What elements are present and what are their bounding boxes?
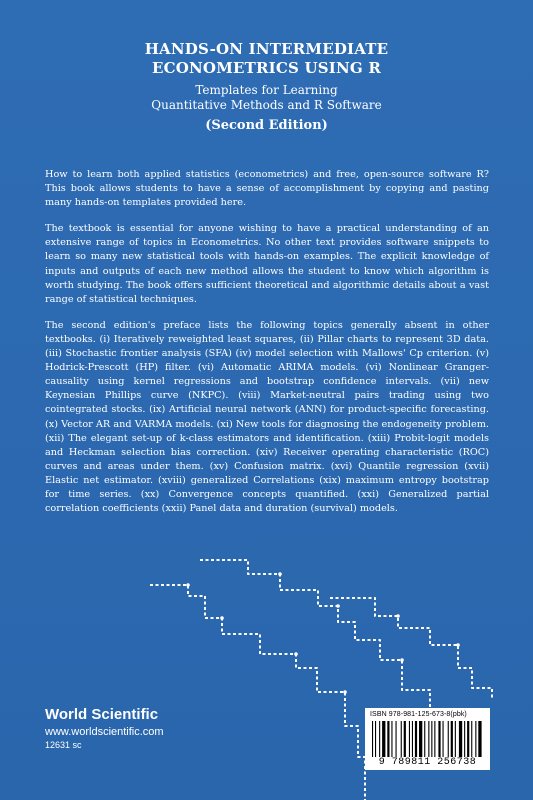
line-dot bbox=[220, 616, 224, 620]
barcode-image bbox=[370, 721, 485, 757]
line-dot bbox=[278, 572, 282, 576]
subtitle-line-2: Quantitative Methods and R Software bbox=[151, 98, 382, 112]
line-dot bbox=[186, 583, 190, 587]
title-line-1: HANDS-ON INTERMEDIATE bbox=[144, 40, 389, 58]
description-paragraph-1: How to learn both applied statistics (econometrics) and free, open-source software R? This book allows students to have a sense of accomplishment by copying and pasting many hands-on templates provided here. bbox=[45, 169, 489, 209]
description-paragraph-2: The textbook is essential for anyone wishing to have a practical understanding of an extensive range of topics in Econometrics. No other text provides software snippets to learn so many new statistical tools with hands-on examples. The explicit knowledge of inputs and outputs of each new method allows the student to know which algorithm is worth studying. The book offers sufficient theoretical and algorithmic details about a vast range of statistical techniques. bbox=[45, 223, 489, 305]
publisher-block bbox=[45, 706, 265, 750]
stepped-line-3 bbox=[330, 598, 492, 700]
line-dot bbox=[400, 658, 404, 662]
line-dot bbox=[343, 690, 347, 694]
description-paragraph-3: The second edition's preface lists the following topics generally absent in other textbooks. (i) Iteratively reweighted least squares, (ii) Pillar charts to represent 3D data. (iii) Stochastic frontier analysis (SFA) (iv) model selection with Mallows' Cp criterion. (v) Hodrick-Prescott (HP) filter. (vi) Automatic ARIMA models. (vi) Nonlinear Granger-causality using kernel regressions and bootstrap confidence intervals. (vii) new Keynesian Phillips curve (NKPC). (viii) Market-neutral pairs trading using two cointegrated stocks. (ix) Artificial neural network (ANN) for product-specific forecasting. (x) Vector AR and VARMA models. (xi) New tools for diagnosing the endogeneity problem. (xii) The elegant set-up of k-class estimators and identification. (xiii) Probit-logit models and Heckman selection bias correction. (xiv) Receiver operating characteristic (ROC) curves and areas under them. (xv) Confusion matrix. (xvi) Quantile regression (xvii) Elastic net estimator. (xviii) generalized Correlations (xix) maximum entropy bootstrap for time series. (xx) Convergence concepts quantified. (xxi) Generalized partial correlation coefficients (xxii) Panel data and duration (survival) models. bbox=[45, 319, 489, 515]
book-title bbox=[0, 40, 533, 78]
description-text bbox=[45, 168, 489, 516]
edition-label: (Second Edition) bbox=[205, 118, 328, 133]
title-line-2: ECONOMETRICS USING R bbox=[151, 59, 382, 77]
book-subtitle bbox=[0, 83, 533, 113]
title-block bbox=[0, 40, 533, 133]
isbn-text: ISBN 978-981-125-673-8(pbk) bbox=[370, 711, 467, 718]
subtitle-line-1: Templates for Learning bbox=[195, 83, 338, 97]
barcode-label bbox=[365, 708, 490, 770]
publisher-name: World Scientific bbox=[45, 706, 159, 723]
line-dot bbox=[396, 614, 400, 618]
line-dot bbox=[294, 652, 298, 656]
stepped-line-1 bbox=[150, 585, 365, 800]
line-dot bbox=[336, 604, 340, 608]
line-dot bbox=[456, 643, 460, 647]
product-code: 12631 sc bbox=[45, 740, 82, 750]
barcode-number: 9 789811 256738 bbox=[378, 757, 477, 768]
publisher-url: www.worldscientific.com bbox=[45, 726, 164, 738]
